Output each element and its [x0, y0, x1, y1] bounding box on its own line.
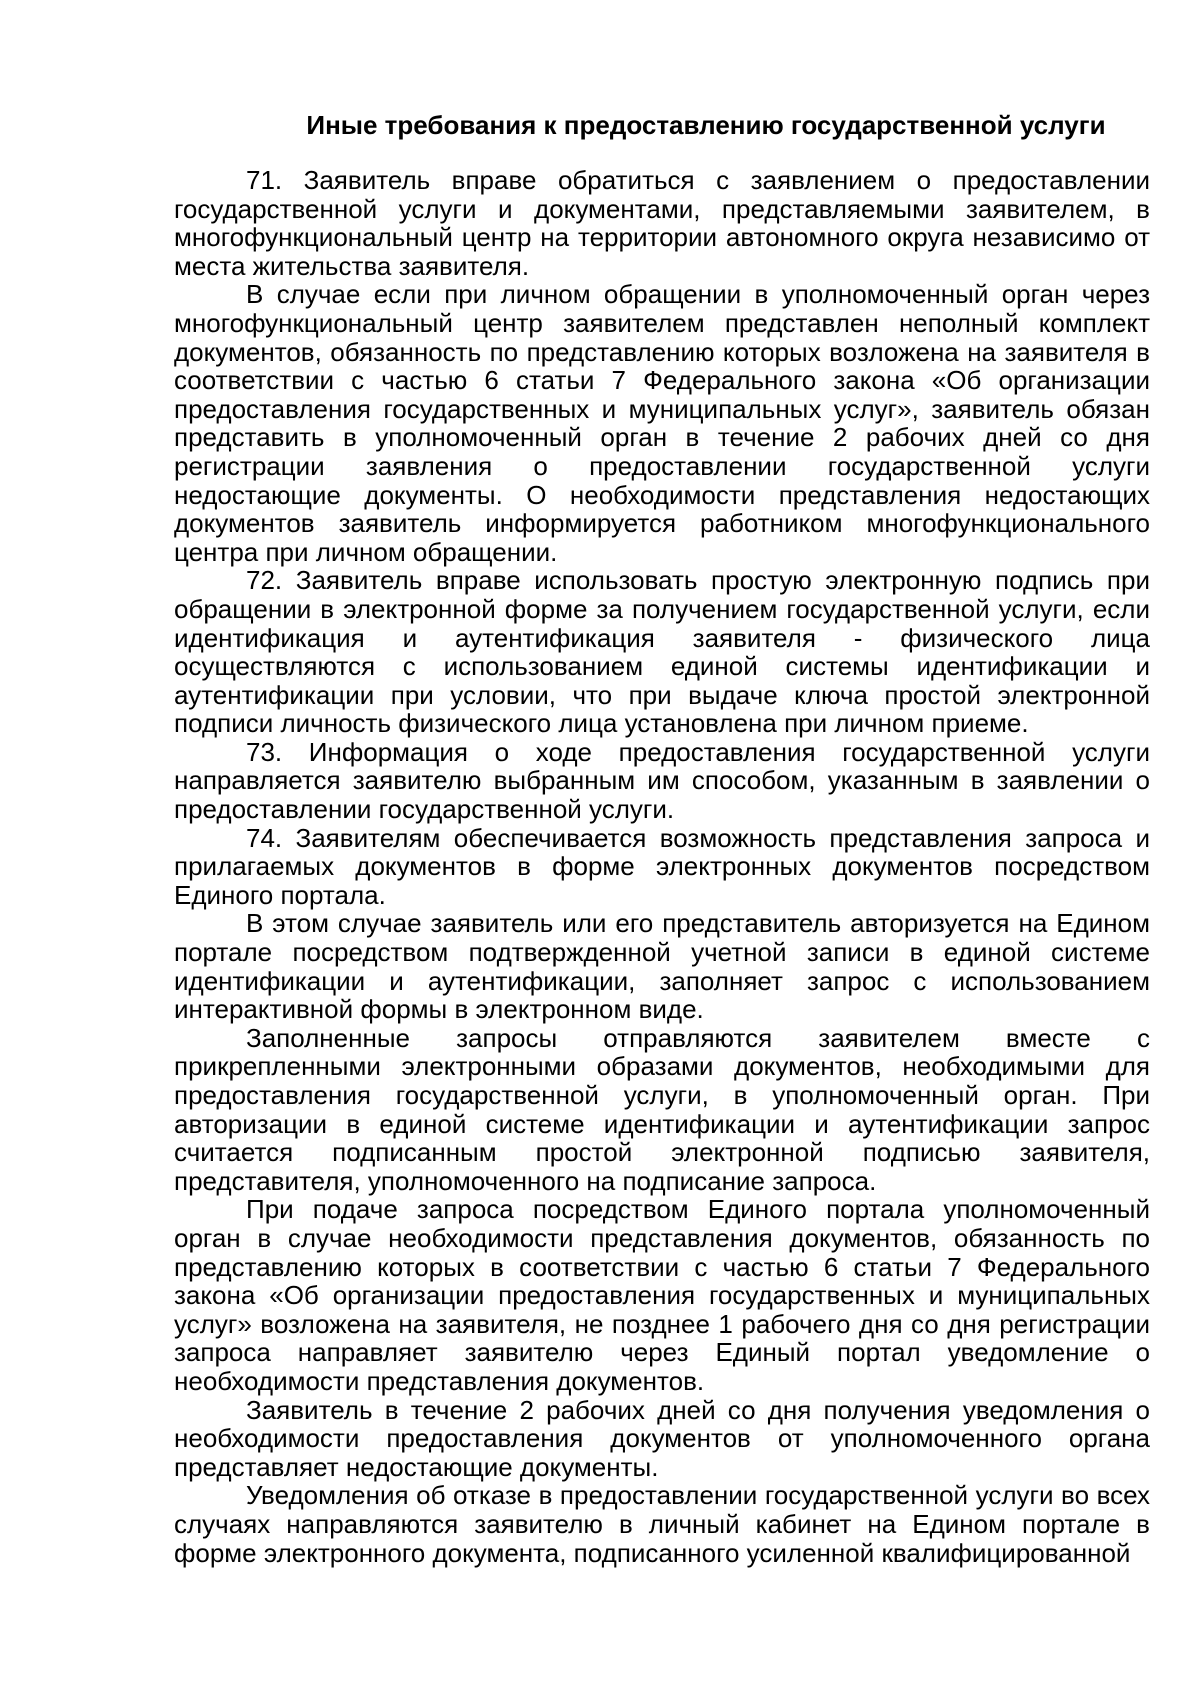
paragraph-71-incomplete-docs: В случае если при личном обращении в уполномоченный орган через многофункциональный центр заявителем представлен неполный комплект документов, обязанность по представлению которых возложена на заявителя в соответствии с частью 6 статьи 7 Федерального закона «Об организации предоставления государственных и муниципальных услуг», заявитель обязан представить в уполномоченный орган в течение 2 рабочих дней со дня регистрации заявления о предоставлении государственной услуги недостающие документы. О необходимости представления недостающих документов заявитель информируется работником многофункционального центра при личном обращении.: [174, 279, 1150, 567]
paragraph-74-missing-docs: Заявитель в течение 2 рабочих дней со дня получения уведомления о необходимости предоставления документов от уполномоченного органа представляет недостающие документы.: [174, 1394, 1150, 1482]
paragraph-74: 74. Заявителям обеспечивается возможность представления запроса и прилагаемых документов в форме электронных документов посредством Единого портала.: [174, 822, 1150, 910]
paragraph-74-authorization: В этом случае заявитель или его представитель авторизуется на Едином портале посредством подтвержденной учетной записи в единой системе идентификации и аутентификации, заполняет запрос с использованием интерактивной формы в электронном виде.: [174, 908, 1150, 1025]
paragraph-74-filled-requests: Заполненные запросы отправляются заявителем вместе с прикрепленными электронными образами документов, необходимыми для предоставления государственной услуги, в уполномоченный орган. При авторизации в единой системе идентификации и аутентификации запрос считается подписанным простой электронной подписью заявителя, представителя, уполномоченного на подписание запроса.: [174, 1022, 1150, 1196]
paragraph-72: 72. Заявитель вправе использовать простую электронную подпись при обращении в электронной форме за получением государственной услуги, если идентификация и аутентификация заявителя - физического лица осуществляются с использованием единой системы идентификации и аутентификации при условии, что при выдаче ключа простой электронной подписи личность физического лица установлена при личном приеме.: [174, 565, 1150, 739]
section-title: Иные требования к предоставлению государственной услуги: [306, 110, 1106, 140]
paragraph-73: 73. Информация о ходе предоставления государственной услуги направляется заявителю выбранным им способом, указанным в заявлении о предоставлении государственной услуги.: [174, 736, 1150, 825]
document-page: [174, 110, 1150, 1567]
paragraph-74-refusal-notices: Уведомления об отказе в предоставлении государственной услуги во всех случаях направляются заявителю в личный кабинет на Едином портале в форме электронного документа, подписанного усиленной квалифицированной: [174, 1480, 1150, 1568]
paragraph-74-portal-submission: При подаче запроса посредством Единого портала уполномоченный орган в случае необходимости представления документов, обязанность по представлению которых в соответствии с частью 6 статьи 7 Федерального закона «Об организации предоставления государственных и муниципальных услуг» возложена на заявителя, не позднее 1 рабочего дня со дня регистрации запроса направляет заявителю через Единый портал уведомление о необходимости представления документов.: [174, 1194, 1150, 1396]
paragraph-71: 71. Заявитель вправе обратиться с заявлением о предоставлении государственной услуги и документами, представляемыми заявителем, в многофункциональный центр на территории автономного округа независимо от места жительства заявителя.: [174, 165, 1150, 281]
